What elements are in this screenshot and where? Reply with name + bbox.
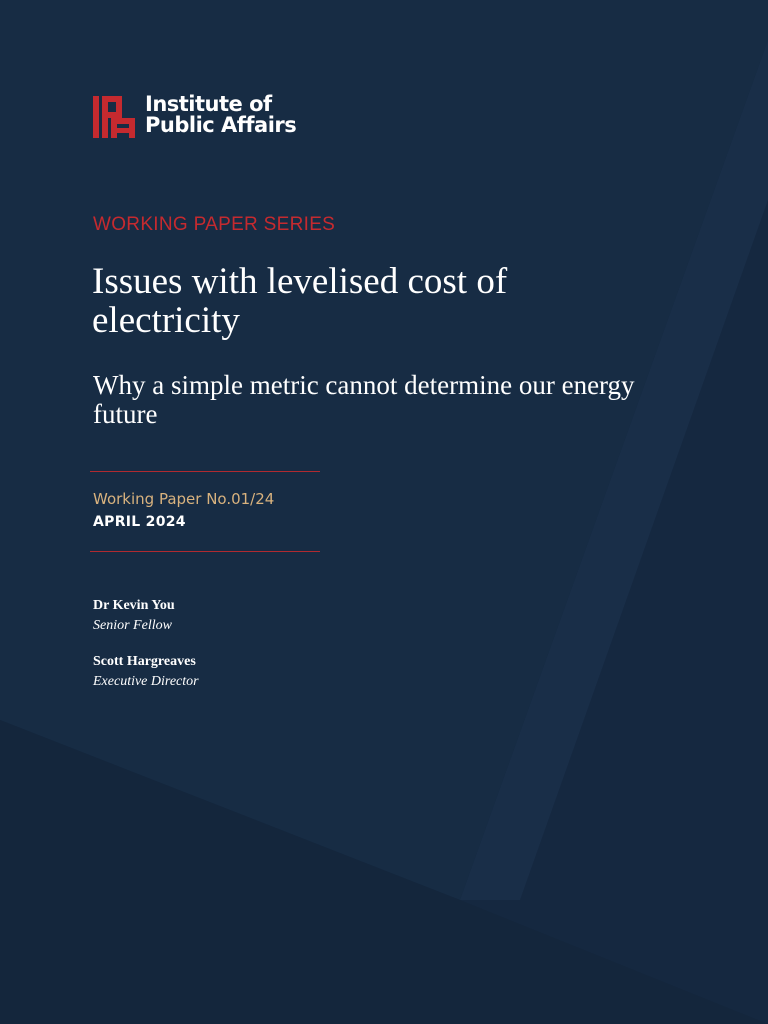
logo-wordmark	[145, 94, 296, 136]
logo-line-2: Public Affairs	[145, 113, 297, 137]
paper-date: APRIL 2024	[93, 514, 186, 530]
author-name: Scott Hargreaves	[93, 654, 196, 669]
ipa-monogram-icon	[93, 96, 139, 138]
ipa-logo	[93, 94, 313, 140]
divider-top	[90, 471, 320, 472]
author-role: Executive Director	[93, 674, 199, 689]
author-block	[93, 653, 199, 693]
divider-bottom	[90, 551, 320, 552]
series-label: WORKING PAPER SERIES	[93, 214, 336, 235]
paper-number: Working Paper No.01/24	[93, 490, 275, 508]
page-title: Issues with levelised cost of electricity	[92, 261, 508, 341]
logo-line-1: Institute of	[145, 92, 272, 116]
author-role: Senior Fellow	[93, 618, 172, 633]
author-name: Dr Kevin You	[93, 598, 175, 613]
author-block	[93, 597, 175, 637]
page-subtitle: Why a simple metric cannot determine our energy future	[93, 370, 635, 429]
